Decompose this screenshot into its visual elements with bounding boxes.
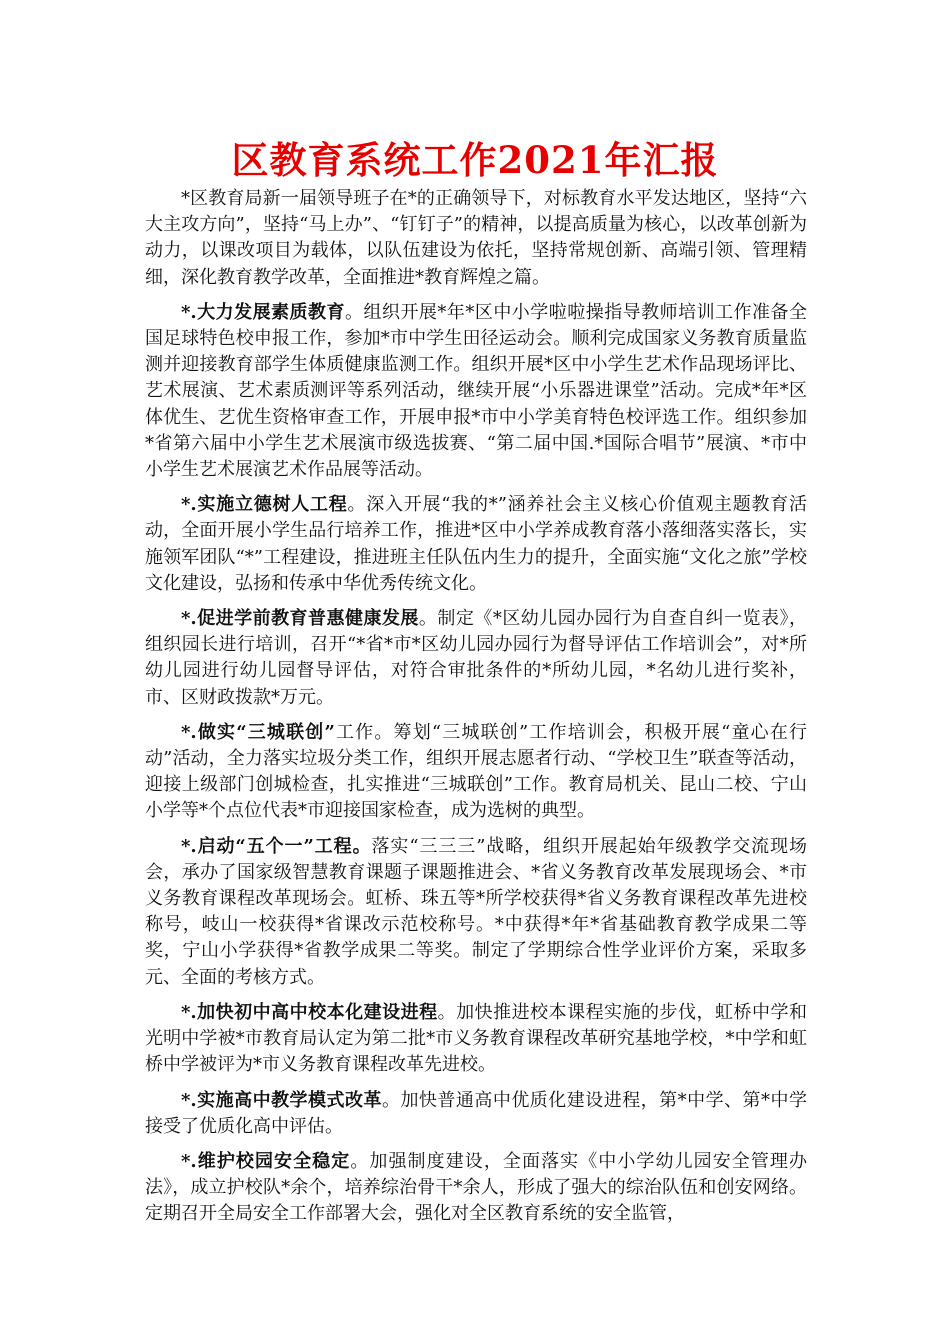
- paragraph-moral-education: [145, 492, 807, 597]
- paragraph-text: 。制定《*区幼儿园办园行为自查自纠一览表》，组织园长进行培训，召开“*省*市*区幼儿园办园行为督导评估工作培训会”，对*所幼儿园进行幼儿园督导评估，对符合审批条件的*所幼儿园，*名幼儿进行奖补，市、区财政拨款*万元。: [145, 608, 807, 708]
- paragraph-text: 工作。筹划“三城联创”工作培训会，积极开展“童心在行动”活动，全力落实垃圾分类工作，组织开展志愿者行动、“学校卫生”联查等活动，迎接上级部门创城检查，扎实推进“三城联创”工作。教育局机关、昆山二校、宁山小学等*个点位代表*市迎接国家检查，成为选树的典型。: [145, 721, 808, 822]
- document-title: 区教育系统工作2021年汇报: [231, 138, 719, 182]
- paragraph-text: 。深入开展“我的*”涵养社会主义核心价值观主题教育活动，全面开展小学生品行培养工作，推进*区中小学养成教育落小落细落实落长，实施领军团队“*”工程建设，推进班主任队伍内生力的提升，全面实施“文化之旅”学校文化建设，弘扬和传承中华优秀传统文化。: [145, 494, 807, 594]
- paragraph-text: 。加快推进校本课程实施的步伐，虹桥中学和光明中学被*市教育局认定为第二批*市义务教育课程改革研究基地学校，*中学和虹桥中学被评为*市义务教育课程改革先进校。: [145, 1001, 807, 1076]
- paragraph-text: *区教育局新一届领导班子在*的正确领导下，对标教育水平发达地区，坚持“六大主攻方向”，坚持“马上办”、“钉钉子”的精神，以提高质量为核心，以改革创新为动力，以课改项目为载体，以队伍建设为依托，坚持常规创新、高端引领、管理精细，深化教育教学改革，全面推进*教育辉煌之篇。: [145, 188, 807, 288]
- paragraph-quality-education: [145, 300, 807, 483]
- paragraph-text: 。加快普通高中优质化建设进程，第*中学、第*中学接受了优质化高中评估。: [145, 1089, 808, 1137]
- paragraph-intro: [145, 186, 807, 291]
- paragraph-campus-safety: [145, 1149, 807, 1228]
- paragraph-five-ones: [145, 834, 807, 991]
- paragraph-heading: *.做实“三城联创”: [181, 721, 335, 743]
- paragraph-heading: *.实施高中教学模式改革: [181, 1089, 382, 1111]
- paragraph-heading: *.实施立德树人工程: [181, 494, 348, 516]
- document-body: [145, 186, 807, 1237]
- paragraph-school-based: [145, 1000, 807, 1079]
- paragraph-heading: *.加快初中高中校本化建设进程: [181, 1001, 438, 1023]
- paragraph-preschool: [145, 606, 807, 711]
- paragraph-heading: *.大力发展素质教育: [181, 301, 345, 323]
- paragraph-text: 。组织开展*年*区中小学啦啦操指导教师培训工作准备全国足球特色校申报工作，参加*市中学生田径运动会。顺利完成国家义务教育质量监测并迎接教育部学生体质健康监测工作。组织开展*区中小学生艺术作品现场评比、艺术展演、艺术素质测评等系列活动，继续开展“小乐器进课堂”活动。完成*年*区体优生、艺优生资格审查工作，开展申报*市中小学美育特色校评选工作。组织参加*省第六届中小学生艺术展演市级选拔赛、“第二届中国.*国际合唱节”展演、*市中小学生艺术展演艺术作品展等活动。: [145, 301, 807, 481]
- paragraph-heading: *.维护校园安全稳定: [181, 1150, 351, 1172]
- paragraph-three-cities: [145, 720, 807, 825]
- paragraph-heading: *.启动“五个一”工程。: [181, 835, 372, 857]
- paragraph-high-school: [145, 1088, 807, 1140]
- paragraph-text: 落实“三三三”战略，组织开展起始年级教学交流现场会，承办了国家级智慧教育课题子课题推进会、*省义务教育改革发展现场会、*市义务教育课程改革现场会。虹桥、珠五等*所学校获得*省义务教育课程改革先进校称号，岐山一校获得*省课改示范校称号。*中获得*年*省基础教育教学成果二等奖，宁山小学获得*省教学成果二等奖。制定了学期综合性学业评价方案，采取多元、全面的考核方式。: [145, 835, 807, 988]
- paragraph-text: 。加强制度建设，全面落实《中小学幼儿园安全管理办法》，成立护校队*余个，培养综治骨干*余人，形成了强大的综治队伍和创安网络。定期召开全局安全工作部署大会，强化对全区教育系统的安全监管，: [145, 1150, 808, 1225]
- paragraph-heading: *.促进学前教育普惠健康发展: [181, 608, 419, 630]
